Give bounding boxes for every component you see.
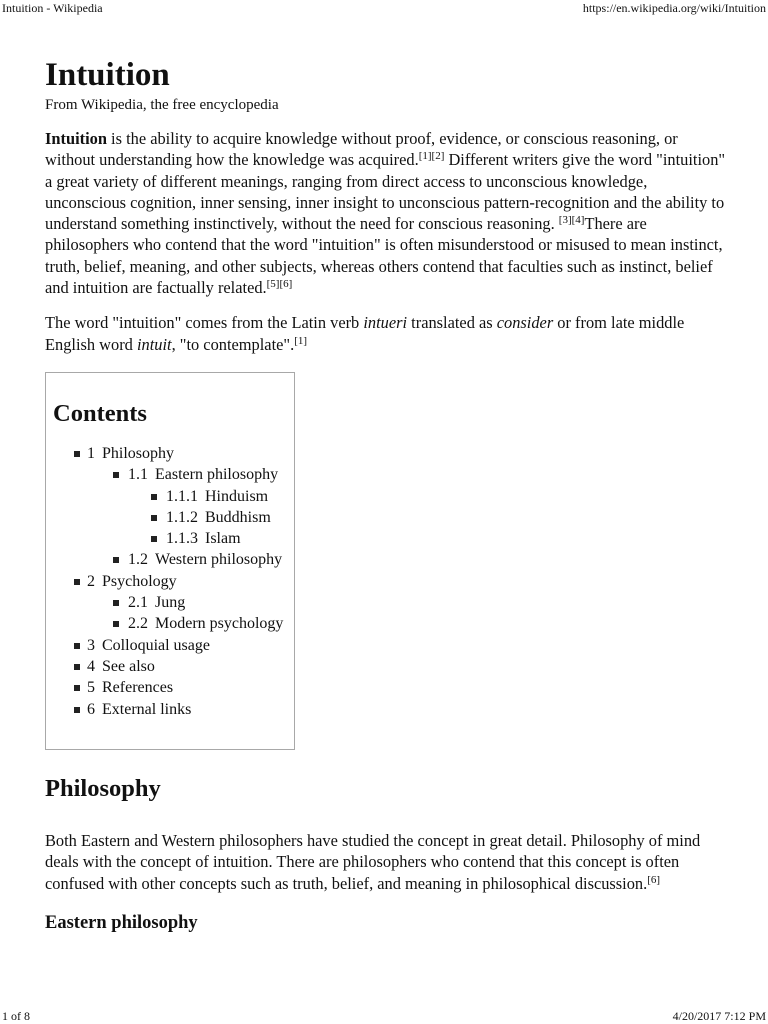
citation-5[interactable]: [5] (266, 278, 280, 291)
philosophy-paragraph (45, 830, 730, 894)
toc-item[interactable] (53, 549, 294, 570)
citation-6[interactable]: [6] (279, 278, 293, 291)
section-heading-philosophy: Philosophy (45, 774, 161, 802)
article-body (45, 56, 730, 934)
toc-label[interactable]: Jung (155, 594, 186, 612)
toc-number: 1.1.1 (166, 487, 198, 505)
toc-label[interactable]: Philosophy (102, 444, 175, 462)
toc-label[interactable]: External links (102, 700, 192, 718)
citation-3[interactable]: [3] (558, 214, 572, 227)
bullet-icon (151, 536, 157, 542)
bullet-icon (74, 643, 80, 649)
citation-4[interactable]: [4] (571, 214, 585, 227)
page-title: Intuition (45, 57, 170, 93)
philosophy-text: Both Eastern and Western philosophers have studied the concept in great detail. Philosophy of mind deals with the concept of intuition. There are philosophers who contend that this concept is often confused with other concepts such as truth, belief, and meaning in philosophical discussion. (45, 830, 701, 893)
bullet-icon (74, 685, 80, 691)
bullet-icon (113, 621, 119, 627)
toc-label[interactable]: Buddhism (205, 508, 271, 526)
bullet-icon (113, 600, 119, 606)
toc-number: 1.2 (128, 551, 148, 569)
etymology-paragraph (45, 312, 730, 355)
bullet-icon (151, 494, 157, 500)
toc-number: 1.1.3 (166, 530, 198, 548)
bullet-icon (74, 664, 80, 670)
intro-text-1: is the ability to acquire knowledge without proof, evidence, or conscious reasoning, or without understanding how the knowledge was acquired. (45, 129, 678, 170)
toc-label[interactable]: Hinduism (205, 487, 269, 505)
bullet-icon (113, 472, 119, 478)
toc-item[interactable] (53, 507, 294, 528)
citation-link[interactable] (294, 335, 307, 347)
bullet-icon (74, 451, 80, 457)
toc-number: 4 (87, 657, 95, 675)
toc-number: 2.2 (128, 615, 148, 633)
toc-item[interactable] (53, 613, 294, 634)
toc-number: 3 (87, 636, 95, 654)
citation-1[interactable]: [1] (418, 150, 432, 163)
citation-link[interactable] (267, 278, 293, 290)
citation-6b[interactable]: [6] (647, 873, 661, 886)
toc-item[interactable] (53, 635, 294, 656)
toc-item[interactable] (53, 677, 294, 698)
toc-number: 1 (87, 444, 95, 462)
toc-item[interactable] (53, 656, 294, 677)
etymology-text-4: , "to contemplate". (171, 334, 295, 354)
toc-item[interactable] (53, 528, 294, 549)
toc-label[interactable]: Islam (205, 530, 241, 548)
toc-item[interactable] (53, 464, 294, 485)
intro-paragraph (45, 128, 730, 298)
toc-label[interactable]: Eastern philosophy (155, 466, 279, 484)
toc-number: 2.1 (128, 594, 148, 612)
toc-label[interactable]: Psychology (102, 572, 177, 590)
toc-label[interactable]: See also (102, 657, 155, 675)
toc-item[interactable] (53, 443, 294, 464)
english-word: intuit (136, 334, 172, 354)
etymology-text-2: translated as (407, 313, 497, 333)
section-heading-eastern-philosophy: Eastern philosophy (45, 912, 198, 933)
citation-link[interactable] (647, 874, 660, 886)
toc-label[interactable]: Western philosophy (155, 551, 283, 569)
bullet-icon (151, 515, 157, 521)
page-tagline: From Wikipedia, the free encyclopedia (45, 97, 279, 113)
intro-text-3: There are philosophers who contend that the word "intuition" is often misunderstood or misused to mean instinct, truth, belief, meaning, and other subjects, whereas others contend that faculties such as instinct, belief and intuition are factually related. (45, 214, 723, 298)
toc-number: 6 (87, 700, 95, 718)
citation-link[interactable] (559, 214, 585, 226)
bullet-icon (113, 557, 119, 563)
intro-text-2: Different writers give the word "intuition" a great variety of different meanings, ranging from direct access to unconscious knowledge, unconscious cognition, inner sensing, inner insight to unconscious pattern-recognition and the ability to understand something instinctively, without the need for conscious reasoning. (45, 150, 726, 234)
bullet-icon (74, 707, 80, 713)
toc-title: Contents (53, 399, 147, 427)
print-footer-page-count: 1 of 8 (2, 1009, 30, 1023)
print-footer-timestamp: 4/20/2017 7:12 PM (672, 1009, 766, 1023)
toc-number: 5 (87, 679, 95, 697)
latin-word: intueri (363, 313, 408, 333)
toc-number: 2 (87, 572, 95, 590)
etymology-text-1: The word "intuition" comes from the Latin verb (45, 313, 364, 333)
toc-item[interactable] (53, 571, 294, 592)
consider-word: consider (496, 313, 554, 333)
table-of-contents (45, 372, 295, 750)
etymology-text-3: or from late middle English word (45, 313, 685, 354)
intro-bold-term: Intuition (45, 129, 107, 148)
toc-list (53, 443, 294, 720)
print-header-url: https://en.wikipedia.org/wiki/Intuition (582, 1, 766, 15)
toc-item[interactable] (53, 486, 294, 507)
citation-link[interactable] (419, 150, 445, 162)
print-header-title: Intuition - Wikipedia (2, 1, 103, 15)
toc-label[interactable]: References (102, 679, 174, 697)
toc-number: 1.1 (128, 466, 148, 484)
toc-number: 1.1.2 (166, 508, 198, 526)
citation-1b[interactable]: [1] (294, 334, 308, 347)
toc-label[interactable]: Colloquial usage (102, 636, 210, 654)
toc-item[interactable] (53, 592, 294, 613)
toc-item[interactable] (53, 699, 294, 720)
citation-2[interactable]: [2] (431, 150, 445, 163)
bullet-icon (74, 579, 80, 585)
toc-label[interactable]: Modern psychology (155, 615, 284, 633)
